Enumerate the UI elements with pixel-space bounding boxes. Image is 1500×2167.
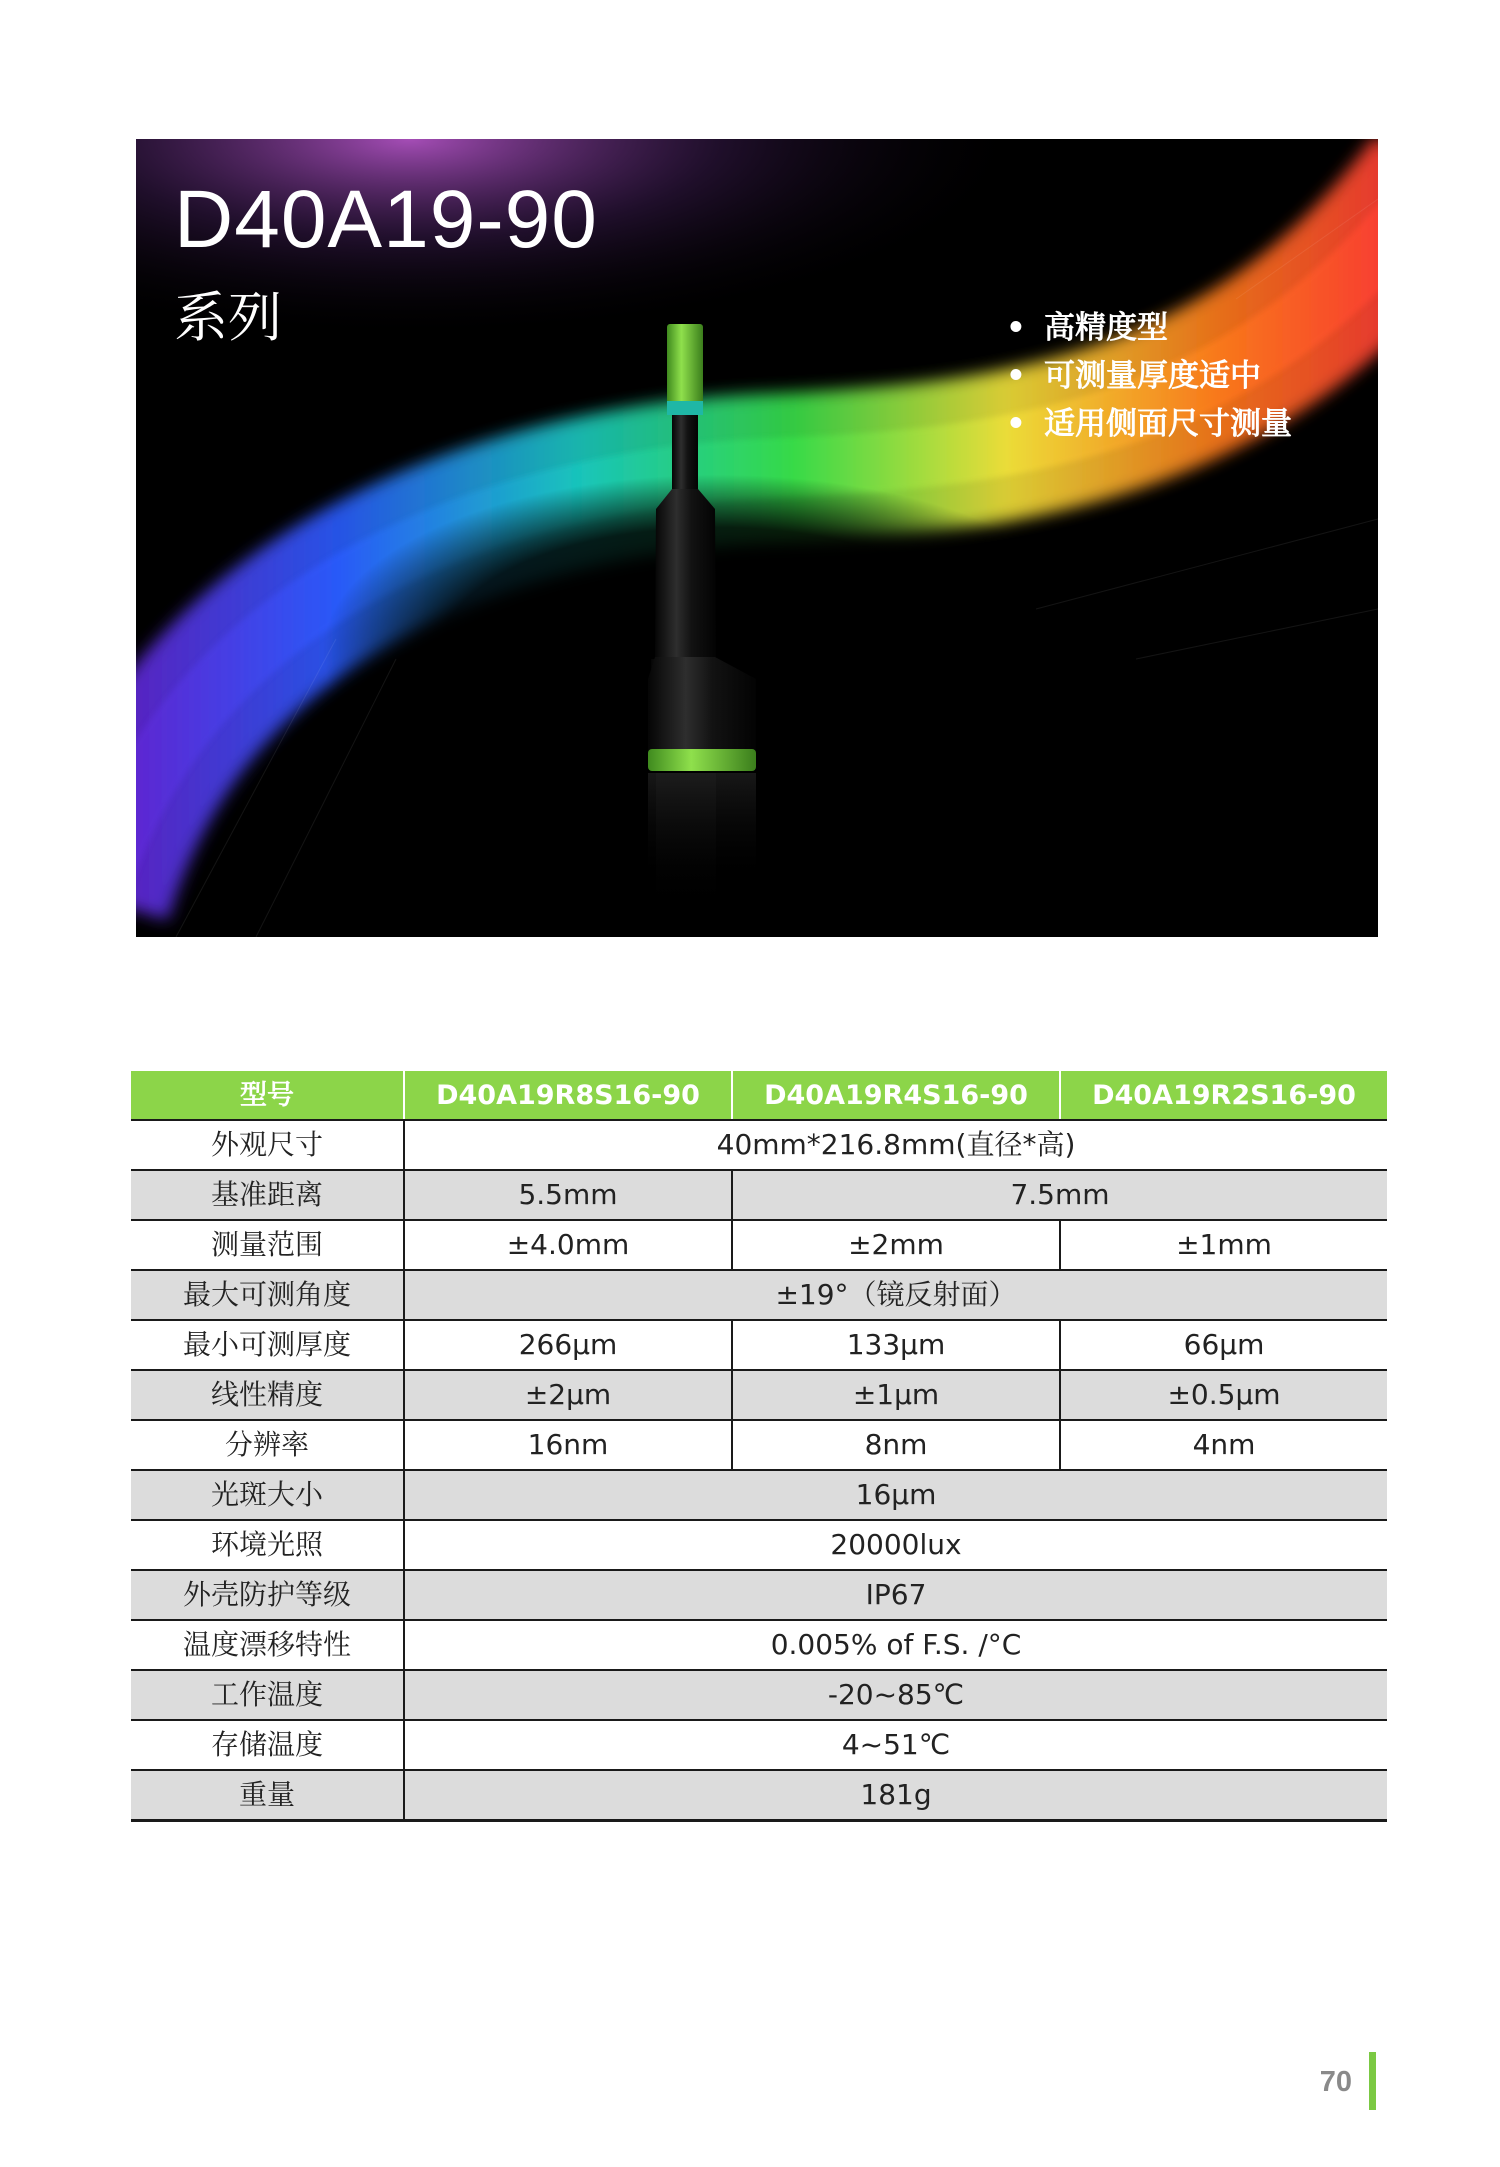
row-label: 分辨率 bbox=[131, 1420, 404, 1470]
row-label: 外壳防护等级 bbox=[131, 1570, 404, 1620]
row-value: 4~51℃ bbox=[404, 1720, 1387, 1770]
row-label: 光斑大小 bbox=[131, 1470, 404, 1520]
product-subtitle: 系列 bbox=[174, 286, 282, 349]
row-label: 最小可测厚度 bbox=[131, 1320, 404, 1370]
table-row bbox=[131, 1670, 1387, 1720]
feature-item bbox=[1006, 352, 1292, 400]
row-label: 外观尺寸 bbox=[131, 1120, 404, 1170]
feature-text: 高精度型 bbox=[1044, 310, 1168, 346]
table-row bbox=[131, 1220, 1387, 1270]
feature-text: 适用侧面尺寸测量 bbox=[1044, 406, 1292, 442]
row-value: 4nm bbox=[1060, 1420, 1387, 1470]
table-row bbox=[131, 1620, 1387, 1670]
row-label: 存储温度 bbox=[131, 1720, 404, 1770]
row-value: 181g bbox=[404, 1770, 1387, 1821]
table-row bbox=[131, 1170, 1387, 1220]
row-value: ±2mm bbox=[732, 1220, 1060, 1270]
header-cell-model: 型号 bbox=[131, 1071, 404, 1120]
hero-banner bbox=[136, 139, 1378, 937]
row-value: ±1mm bbox=[1060, 1220, 1387, 1270]
row-value: 8nm bbox=[732, 1420, 1060, 1470]
header-cell-variant: D40A19R8S16-90 bbox=[404, 1071, 732, 1120]
header-cell-variant: D40A19R2S16-90 bbox=[1060, 1071, 1387, 1120]
row-value: 0.005% of F.S. /°C bbox=[404, 1620, 1387, 1670]
row-label: 测量范围 bbox=[131, 1220, 404, 1270]
row-value: 5.5mm bbox=[404, 1170, 732, 1220]
row-label: 温度漂移特性 bbox=[131, 1620, 404, 1670]
table-row bbox=[131, 1420, 1387, 1470]
table-header-row bbox=[131, 1071, 1387, 1120]
feature-text: 可测量厚度适中 bbox=[1044, 358, 1261, 394]
feature-item bbox=[1006, 400, 1292, 448]
page-accent-bar bbox=[1369, 2052, 1376, 2110]
product-title: D40A19-90 bbox=[174, 174, 598, 265]
table-row bbox=[131, 1270, 1387, 1320]
table-row bbox=[131, 1120, 1387, 1170]
row-value: 7.5mm bbox=[732, 1170, 1387, 1220]
row-value: ±1μm bbox=[732, 1370, 1060, 1420]
table-row bbox=[131, 1770, 1387, 1821]
row-label: 工作温度 bbox=[131, 1670, 404, 1720]
row-value: 66μm bbox=[1060, 1320, 1387, 1370]
row-value: 266μm bbox=[404, 1320, 732, 1370]
row-value: ±4.0mm bbox=[404, 1220, 732, 1270]
spec-table bbox=[131, 1071, 1387, 1822]
row-label: 最大可测角度 bbox=[131, 1270, 404, 1320]
feature-list bbox=[1006, 304, 1292, 448]
row-value: ±19°（镜反射面） bbox=[404, 1270, 1387, 1320]
row-value: -20~85℃ bbox=[404, 1670, 1387, 1720]
row-label: 重量 bbox=[131, 1770, 404, 1821]
row-value: 16nm bbox=[404, 1420, 732, 1470]
row-label: 线性精度 bbox=[131, 1370, 404, 1420]
row-value: 20000lux bbox=[404, 1520, 1387, 1570]
row-label: 环境光照 bbox=[131, 1520, 404, 1570]
table-row bbox=[131, 1570, 1387, 1620]
table-row bbox=[131, 1320, 1387, 1370]
row-label: 基准距离 bbox=[131, 1170, 404, 1220]
row-value: ±2μm bbox=[404, 1370, 732, 1420]
feature-item bbox=[1006, 304, 1292, 352]
bullet-icon: • bbox=[1006, 310, 1026, 346]
page-number: 70 bbox=[1319, 2066, 1352, 2098]
table-row bbox=[131, 1520, 1387, 1570]
header-cell-variant: D40A19R4S16-90 bbox=[732, 1071, 1060, 1120]
row-value: ±0.5μm bbox=[1060, 1370, 1387, 1420]
row-value: 133μm bbox=[732, 1320, 1060, 1370]
row-value: 40mm*216.8mm(直径*高) bbox=[404, 1120, 1387, 1170]
row-value: IP67 bbox=[404, 1570, 1387, 1620]
table-row bbox=[131, 1720, 1387, 1770]
bullet-icon: • bbox=[1006, 358, 1026, 394]
table-row bbox=[131, 1370, 1387, 1420]
row-value: 16μm bbox=[404, 1470, 1387, 1520]
bullet-icon: • bbox=[1006, 406, 1026, 442]
table-row bbox=[131, 1470, 1387, 1520]
